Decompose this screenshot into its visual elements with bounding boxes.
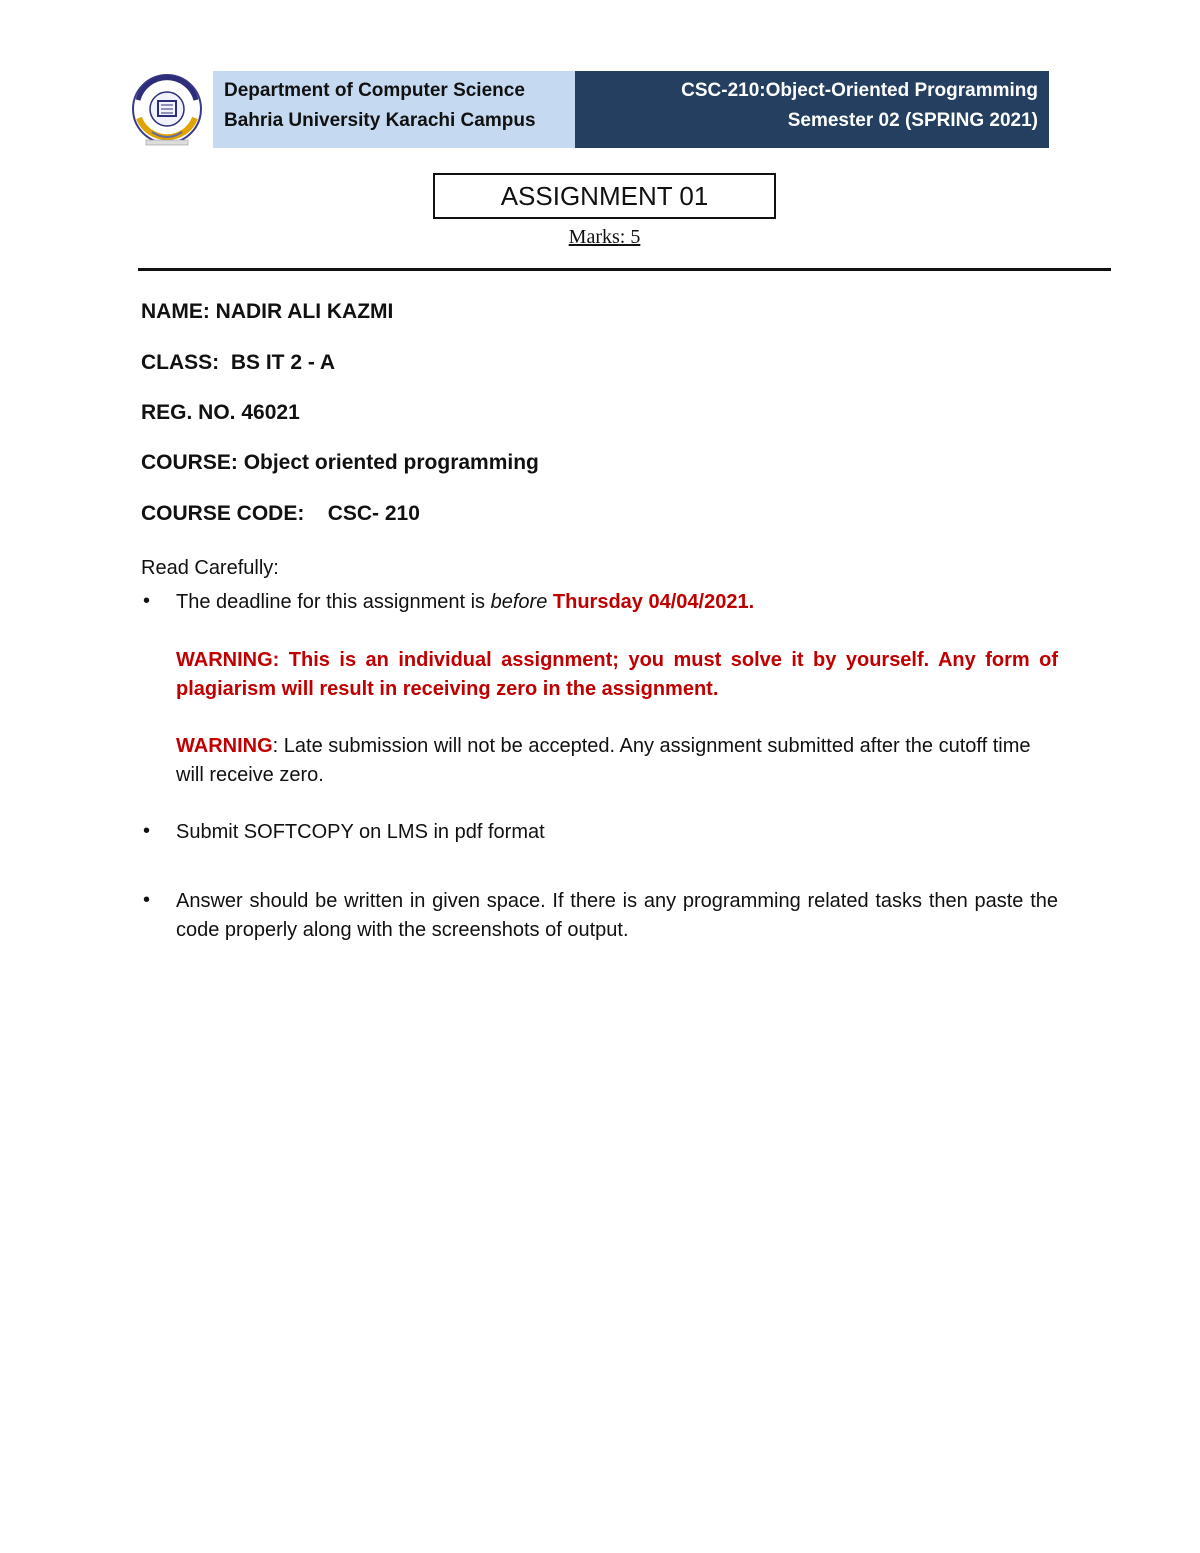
class-row: [141, 351, 335, 375]
warning-label: WARNING: [176, 735, 273, 757]
bullet-submit: •: [143, 820, 151, 842]
class-label: CLASS:: [141, 351, 220, 374]
submit-text: Submit SOFTCOPY on LMS in pdf format: [176, 821, 545, 843]
name-row: [141, 300, 393, 324]
semester-label: Semester 02 (SPRING 2021): [787, 110, 1038, 131]
name-label: NAME:: [141, 300, 210, 323]
course-code-value: CSC- 210: [327, 502, 420, 525]
course-title: CSC-210:Object-Oriented Programming: [681, 80, 1038, 101]
warning-late: [176, 732, 1058, 790]
deadline-text: [176, 588, 1058, 617]
reg-row: [141, 401, 300, 425]
course-row: [141, 451, 539, 475]
bullet-deadline: •: [143, 590, 151, 612]
course-label: COURSE:: [141, 451, 238, 474]
class-value: BS IT 2 - A: [230, 351, 336, 374]
university-seal-icon: [130, 72, 204, 150]
course-value: Object oriented programming: [243, 451, 539, 474]
reg-value: 46021: [241, 401, 300, 424]
warning-label: WARNING: [176, 649, 273, 671]
deadline-prefix: The deadline for this assignment is: [176, 591, 491, 613]
reg-label: REG. NO.: [141, 401, 236, 424]
course-code-label: COURSE CODE:: [141, 502, 305, 525]
warning-late-text: : Late submission will not be accepted. Any assignment submitted after the cutoff time will receive zero.: [176, 735, 1031, 786]
department-name: Department of Computer Science: [224, 80, 525, 101]
warning-plagiarism-text: : This is an individual assignment; you must solve it by yourself. Any form of plagiarism will result in receiving zero in the assignment.: [176, 649, 1058, 700]
assignment-title: ASSIGNMENT 01: [433, 173, 776, 219]
deadline-date: Thursday 04/04/2021.: [552, 591, 755, 613]
read-carefully-heading: Read Carefully:: [141, 557, 279, 579]
horizontal-rule: [138, 268, 1111, 271]
campus-name: Bahria University Karachi Campus: [224, 110, 536, 131]
warning-plagiarism: [176, 646, 1058, 704]
marks-label: Marks: 5: [568, 226, 641, 248]
course-code-row: [141, 502, 420, 526]
answer-text: Answer should be written in given space. If there is any programming related tasks then paste the code properly along with the screenshots of output.: [176, 890, 1058, 941]
header-course-block: [575, 71, 1049, 148]
header-department-block: [213, 71, 575, 148]
bullet-answer: •: [143, 889, 151, 911]
name-value: NADIR ALI KAZMI: [215, 300, 394, 323]
deadline-before: before: [490, 591, 548, 613]
